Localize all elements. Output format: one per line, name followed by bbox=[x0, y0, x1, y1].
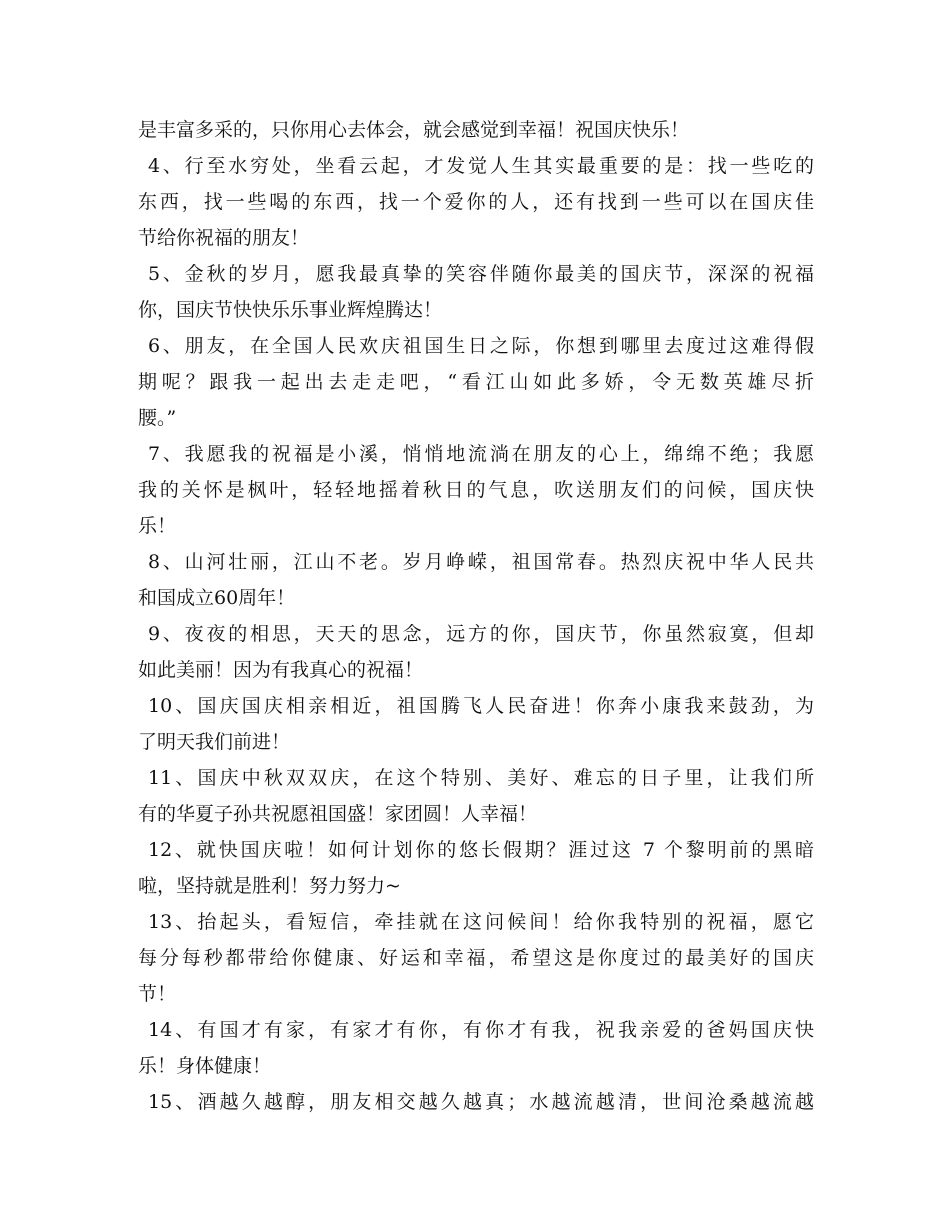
text-line: 是丰富多采的，只你用心去体会，就会感觉到幸福！祝国庆快乐！ bbox=[138, 119, 690, 141]
text-line: 11、国庆中秋双双庆，在这个特别、美好、难忘的日子里，让我们所 bbox=[148, 767, 814, 789]
text-line: 14、有国才有家，有家才有你，有你才有我，祝我亲爱的爸妈国庆快 bbox=[148, 1019, 814, 1041]
text-line: 7、我愿我的祝福是小溪，悄悄地流淌在朋友的心上，绵绵不绝；我愿 bbox=[148, 443, 814, 465]
text-line: 期呢？跟我一起出去走走吧，“看江山如此多娇，令无数英雄尽折 bbox=[138, 371, 814, 393]
text-line: 和国成立60周年！ bbox=[138, 587, 296, 609]
text-line: 10、国庆国庆相亲相近，祖国腾飞人民奋进！你奔小康我来鼓劲，为 bbox=[148, 695, 814, 717]
text-line: 15、酒越久越醇，朋友相交越久越真；水越流越清，世间沧桑越流越 bbox=[148, 1091, 814, 1113]
text-line: 乐！ bbox=[138, 515, 177, 537]
text-line: 你，国庆节快快乐乐事业辉煌腾达！ bbox=[138, 299, 443, 321]
text-line: 每分每秒都带给你健康、好运和幸福，希望这是你度过的最美好的国庆 bbox=[138, 947, 814, 969]
text-line: 有的华夏子孙共祝愿祖国盛！家团圆！人幸福！ bbox=[138, 803, 538, 825]
text-line: 节给你祝福的朋友！ bbox=[138, 227, 310, 249]
text-line: 9、夜夜的相思，天天的思念，远方的你，国庆节，你虽然寂寞，但却 bbox=[148, 623, 814, 645]
text-line: 节！ bbox=[138, 983, 177, 1005]
text-line: 东西，找一些喝的东西，找一个爱你的人，还有找到一些可以在国庆佳 bbox=[138, 191, 814, 213]
text-line: 4、行至水穷处，坐看云起，才发觉人生其实最重要的是：找一些吃的 bbox=[148, 155, 814, 177]
text-line: 13、抬起头，看短信，牵挂就在这问候间！给你我特别的祝福，愿它 bbox=[148, 911, 814, 933]
text-line: 12、就快国庆啦！如何计划你的悠长假期？涯过这 7 个黎明前的黑暗 bbox=[148, 839, 814, 861]
text-line: 啦，坚持就是胜利！努力努力~ bbox=[138, 875, 401, 897]
text-line: 腰。” bbox=[138, 407, 177, 429]
text-line: 我的关怀是枫叶，轻轻地摇着秋日的气息，吹送朋友们的问候，国庆快 bbox=[138, 479, 814, 501]
text-line: 8、山河壮丽，江山不老。岁月峥嵘，祖国常春。热烈庆祝中华人民共 bbox=[148, 551, 814, 573]
text-line: 乐！身体健康！ bbox=[138, 1055, 272, 1077]
text-line: 5、金秋的岁月，愿我最真挚的笑容伴随你最美的国庆节，深深的祝福 bbox=[148, 263, 814, 285]
text-line: 了明天我们前进！ bbox=[138, 731, 291, 753]
text-line: 如此美丽！因为有我真心的祝福！ bbox=[138, 659, 424, 681]
document-body bbox=[138, 112, 814, 1120]
text-line: 6、朋友，在全国人民欢庆祖国生日之际，你想到哪里去度过这难得假 bbox=[148, 335, 814, 357]
